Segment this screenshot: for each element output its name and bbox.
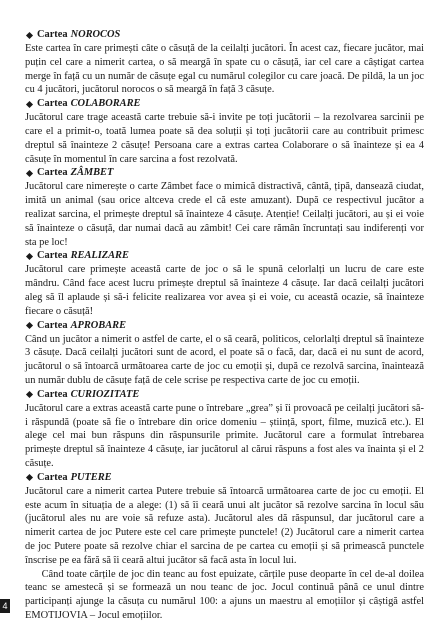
paragraph: Jucătorul care nimerește o carte Zâmbet face o mimică distractivă, cântă, țipă, dansează ciudat, imită un animal (sau orice altceva crede el că este amuzant). După ce respectivul jucător a realizat sarcina, el primește dreptul să înainteze 4 căsuțe. Atenție! Ceilalți jucători, au și ei voie să înainteze o căsuță, dar numai dacă au zâmbit! Cei care rămân încruntați sau indiferenți vor sta pe loc!	[25, 181, 424, 248]
section-colaborare	[25, 97, 424, 166]
diamond-bullet-icon	[26, 391, 33, 398]
section-heading	[25, 388, 424, 402]
section-heading	[25, 249, 424, 263]
section-realizare	[25, 249, 424, 318]
heading-label: Cartea	[37, 250, 68, 262]
section-aprobare	[25, 319, 424, 388]
section-heading	[25, 97, 424, 111]
section-heading	[25, 28, 424, 42]
paragraph: Jucătorul care primește această carte de joc o să le spună celorlalți un lucru de care este mândru. Când face acest lucru primește dreptul să înainteze 4 căsuțe. Iar dacă ceilalți jucători aleg să îl aplaude și să-i felicite realizarea vor avea și ei voie, cu această ocazie, să înainteze fiecare o căsuță!	[25, 264, 424, 317]
heading-label: Cartea	[37, 29, 68, 40]
heading-title: NOROCOS	[70, 29, 121, 40]
heading-label: Cartea	[37, 471, 68, 483]
paragraph: Când un jucător a nimerit o astfel de carte, el o să ceară, politicos, celorlalți dreptul să înainteze 3 căsuțe. Dacă ceilalți jucători sunt de acord, el poate să o facă, dar, dacă ei nu sunt de acord, jucătorul o să întoarcă următoarea carte de joc cu emoții și, după ce rezolvă sarcina, înaintează un număr dublu de căsuțe față de cele scrise pe respectiva carte de joc cu emoții.	[25, 333, 424, 386]
section-heading	[25, 166, 424, 180]
heading-title: COLABORARE	[70, 98, 141, 110]
heading-label: Cartea	[37, 98, 68, 110]
section-norocos	[25, 28, 424, 97]
diamond-bullet-icon	[26, 322, 33, 329]
paragraph: Jucătorul care a nimerit cartea Putere trebuie să întoarcă următoarea carte de joc cu emoții. El este acum în situația de a alege: (1) să îi ceară unui alt jucător să rezolve sarcina în locul său (jucătorul ales nu are voie să refuze asta). Jucătorul ales dă răspunsul, dar jucătorul care a nimerit cartea de joc Putere este cel care primește punctele! (2) Jucătorul care a nimerit cartea de joc Putere poate să rezolve chiar el sarcina de pe cartea cu emoții și să primească punctele înscrise pe ea fără să îi ceară altui jucător să facă asta în locul lui.	[25, 485, 424, 566]
diamond-bullet-icon	[26, 474, 33, 481]
heading-title: REALIZARE	[70, 250, 129, 262]
heading-label: Cartea	[37, 388, 68, 400]
paragraph: Jucătorul care trage această carte trebuie să-i invite pe toți jucătorii – la rezolvarea sarcinii pe care el a primit-o, toată lumea poate să dea soluții și toți jucătorii care au contribuit primesc dreptul să înainteze 2 căsuțe! Persoana care a extras cartea Colaborare o să înainteze și ea 4 căsuțe în momentul în care sarcina a fost rezolvată.	[25, 112, 424, 165]
diamond-bullet-icon	[26, 101, 33, 108]
paragraph: Este cartea în care primești câte o căsuță de la ceilalți jucători. În acest caz, fiecare jucător, mai puțin cel care a nimerit cartea, o să meargă în spate cu o căsuță, iar cel care a câștigat cartea merge în față cu un număr de căsuțe egal cu numărul colegilor cu care joacă. De pildă, la un joc cu 4 jucători, jucătorul norocos o să meargă în față 3 căsuțe.	[25, 43, 424, 96]
section-putere	[25, 471, 424, 623]
paragraph: Când toate cărțile de joc din teanc au fost epuizate, cărțile puse deoparte în cel de-al doilea teanc se amestecă și se formează un nou teanc de joc. Jocul continuă până ce unul dintre participanți ajunge la căsuța cu numărul 100: a ajuns un maestru al emoțiilor și câștigă astfel EMOTIJOVIA – Jocul emoțiilor.	[25, 568, 424, 621]
diamond-bullet-icon	[26, 31, 33, 38]
section-heading	[25, 319, 424, 333]
heading-label: Cartea	[37, 167, 68, 179]
page-number: 4	[0, 599, 10, 613]
section-curiozitate	[25, 388, 424, 471]
paragraph: Jucătorul care a extras această carte pune o întrebare „grea” și îi provoacă pe ceilalți jucători să-i răspundă (poate să fie o întrebare din orice domeniu – știință, sport, filme, muzică etc.). El alege cel mai bun răspuns din răspunsurile primite. Jucătorul care a formulat întrebarea primește dreptul să înainteze 4 căsuțe, iar jucătorul al cărui răspuns a fost ales va înainta și el 2 căsuțe.	[25, 402, 424, 469]
heading-label: Cartea	[37, 319, 68, 331]
heading-title: PUTERE	[70, 471, 112, 483]
page-content	[25, 28, 424, 623]
section-heading	[25, 471, 424, 485]
heading-title: APROBARE	[70, 319, 127, 331]
section-zambet	[25, 166, 424, 249]
heading-title: ZÂMBET	[70, 167, 114, 179]
diamond-bullet-icon	[26, 253, 33, 260]
heading-title: CURIOZITATE	[70, 388, 140, 400]
diamond-bullet-icon	[26, 170, 33, 177]
